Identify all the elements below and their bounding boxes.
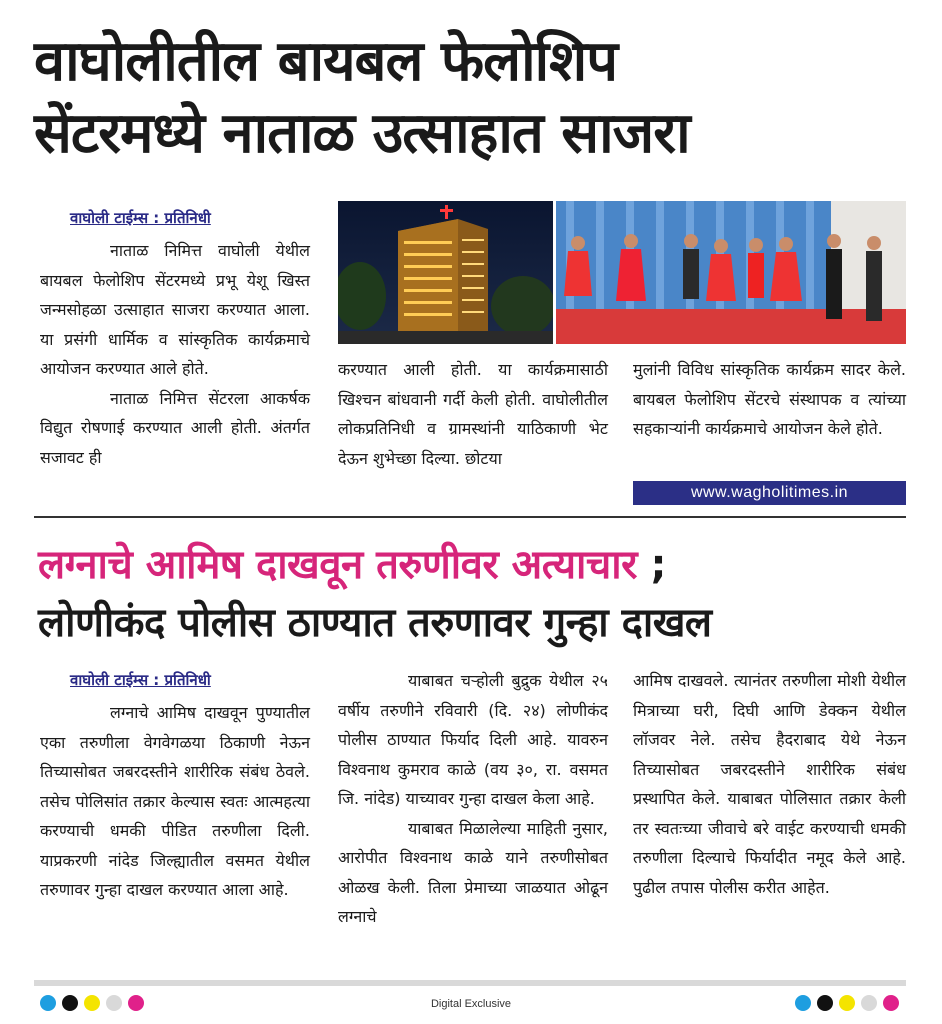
story2-col2-paragraph-2: याबाबत मिळालेल्या माहिती नुसार, आरोपीत विश्वनाथ काळे याने तरुणीसोबत ओळख केली. तिला प्रेमाच्या जाळयात ओढून लग्नाचे [338,818,608,926]
story-divider [34,516,906,518]
registration-dot [861,995,877,1011]
story2-column-1 [40,698,310,905]
story1-headline-line2: सेंटरमध्ये नाताळ उत्साहात साजरा [34,101,690,166]
story2-col3-paragraph: आमिष दाखवले. त्यानंतर तरुणीला मोशी येथील मित्राच्या घरी, दिघी आणि डेक्कन येथील लॉजवर नेले. तसेच हैदराबाद येथे नेऊन तिच्यासोबत जबरदस्तीने शारीरिक संबंध प्रस्थापित केले. याबाबत पोलिसात तक्रार केली तर स्वतःच्या जीवाचे बरे वाईट करण्याची धमकी तरुणीला दिल्याचे फिर्यादीत नमूद केले आहे. पुढील तपास पोलीस करीत आहेत. [633,671,906,897]
registration-marks-right [795,995,899,1011]
story1-col1-paragraph-1: नाताळ निमित्त वाघोली येथील बायबल फेलोशिप सेंटरमध्ये प्रभू येशू खिस्त जन्मसोहळा उत्साहात साजरा करण्यात आला. या प्रसंगी धार्मिक व सांस्कृतिक कार्यक्रमाचे आयोजन करण्यात आले होते. [40,241,310,378]
story2-headline-line1 [38,540,908,590]
story2-headline-line2: लोणीकंद पोलीस ठाण्यात तरुणावर गुन्हा दाखल [38,600,712,646]
building-night-illustration [338,201,553,344]
story1-col3-paragraph: मुलांनी विविध सांस्कृतिक कार्यक्रम सादर केले. बायबल फेलोशिप सेंटरचे संस्थापक व त्यांच्या सहकाऱ्यांनी कार्यक्रमाचे आयोजन केले होते. [633,360,906,438]
story1-headline-line1: वाघोलीतील बायबल फेलोशिप [34,29,618,94]
story2-headline-separator: ; [637,542,666,588]
children-stage-illustration [556,201,906,344]
story2-col1-paragraph: लग्नाचे आमिष दाखवून पुण्यातील एका तरुणीला वेगवेगळया ठिकाणी नेऊन तिच्यासोबत जबरदस्तीने शारीरिक संबंध ठेवले. तसेच पोलिसांत तक्रार केल्यास स्वतः आत्महत्या करण्याची धमकी पीडित तरुणीला दिली. याप्रकरणी नांदेड जिल्ह्यातील वसमत येथील तरुणावर गुन्हा दाखल करण्यात आला आहे. [40,703,310,899]
registration-dot [795,995,811,1011]
children-stage-photo [556,201,906,344]
story2-headline-pink: लग्नाचे आमिष दाखवून तरुणीवर अत्याचार [38,542,638,588]
story2-column-2 [338,666,608,932]
story1-col1-paragraph-2: नाताळ निमित्त सेंटरला आकर्षक विद्युत रोषणाई करण्यात आली होती. अंतर्गत सजावट ही [40,388,310,467]
story1-column-2 [338,355,608,473]
registration-dot [839,995,855,1011]
website-url-banner: www.wagholitimes.in [633,481,906,505]
registration-dot [883,995,899,1011]
story2-byline: वाघोली टाईम्स : प्रतिनिधी [70,671,211,689]
registration-dot [817,995,833,1011]
story1-column-3 [633,355,906,444]
footer-label: Digital Exclusive [430,998,512,1010]
story1-col2-paragraph: करण्यात आली होती. या कार्यक्रमासाठी खिश्चन बांधवानी गर्दी केली होती. वाघोलीतील लोकप्रतिनिधी व ग्रामस्थांनी याठिकाणी भेट देऊन शुभेच्छा दिल्या. छोटया [338,360,608,468]
story1-column-1 [40,236,310,472]
story2-column-3 [633,666,906,902]
footer-rule [34,980,906,986]
building-night-photo [338,201,553,344]
story1-byline: वाघोली टाईम्स : प्रतिनिधी [70,209,211,227]
story2-col2-paragraph-1: याबाबत चऱ्होली बुद्रुक येथील २५ वर्षीय तरुणीने रविवारी (दि. २४) लोणीकंद पोलीस ठाण्यात फिर्याद दिली आहे. यावरुन विश्वनाथ कुमराव काळे (वय ३०, रा. वसमत जि. नांदेड) याच्यावर गुन्हा दाखल केला आहे. [338,671,608,808]
